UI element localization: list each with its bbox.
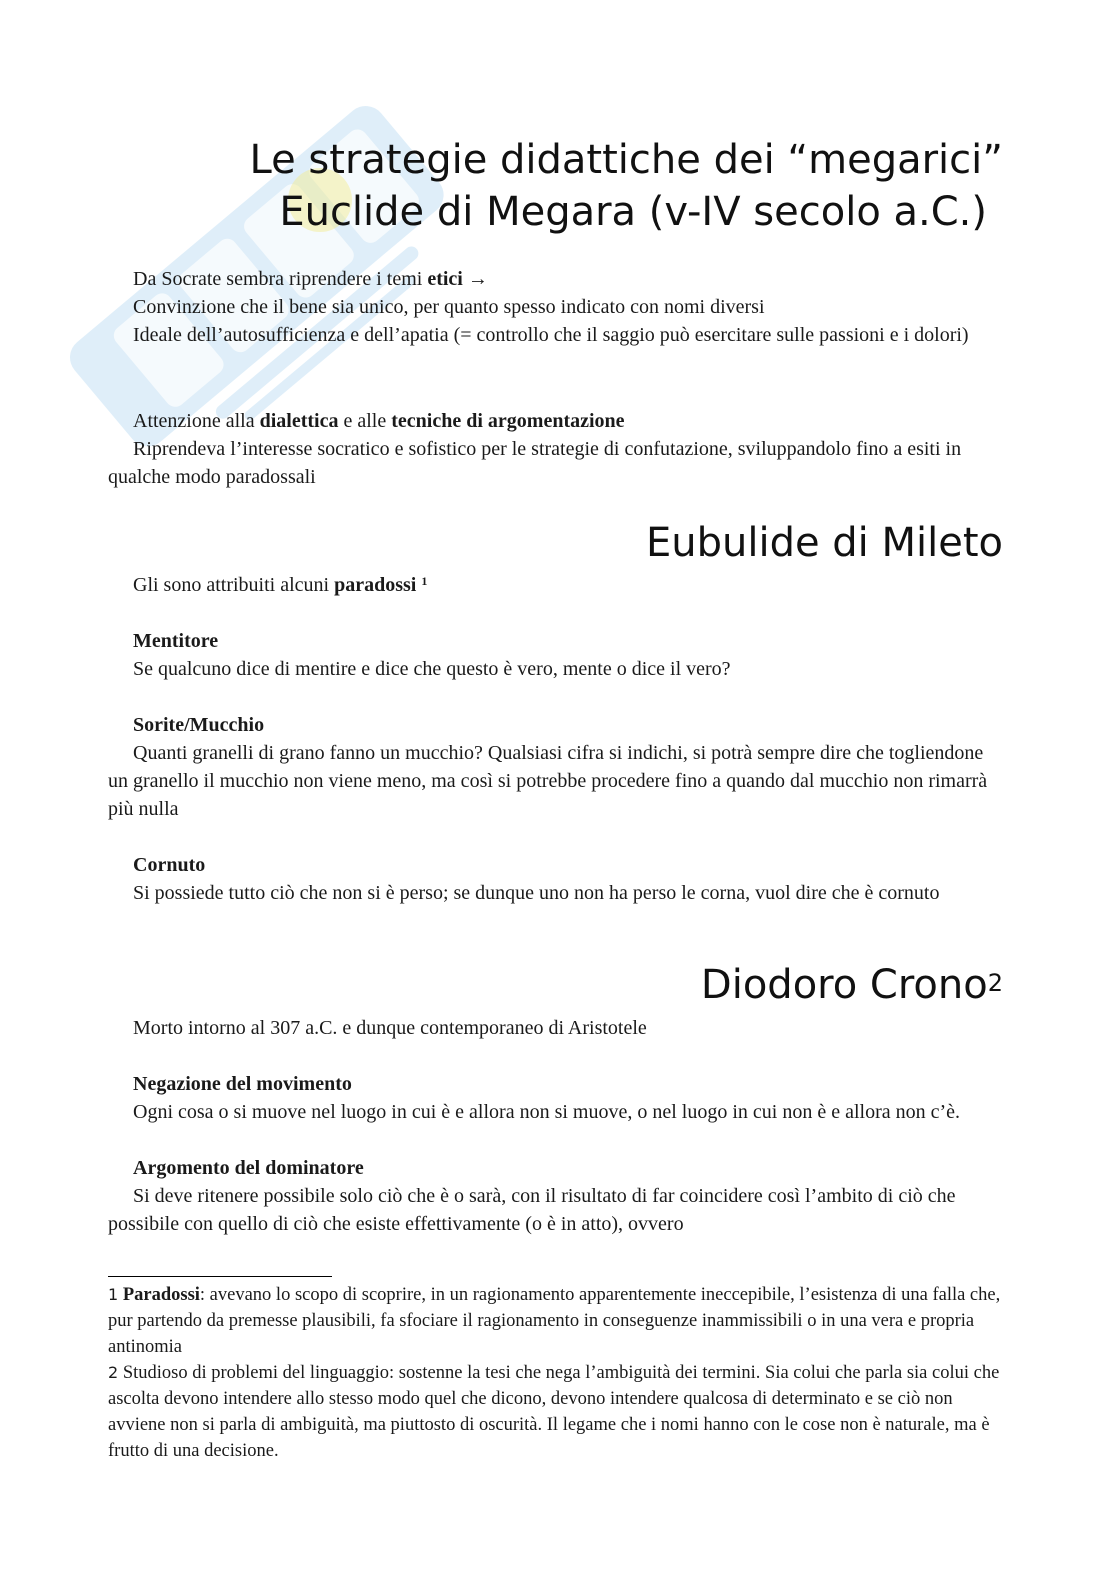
footnote-separator — [108, 1276, 332, 1277]
intro-section — [108, 265, 1003, 349]
diodoro-intro: Morto intorno al 307 a.C. e dunque contemporaneo di Aristotele — [133, 1017, 647, 1039]
dialettica-section — [108, 407, 1003, 491]
cornuto-title: Cornuto — [133, 854, 206, 876]
document-title: Le strategie didattiche dei “megarici” — [249, 137, 1003, 183]
eubulide-intro: Gli sono attribuiti alcuni paradossi $^1$ — [133, 574, 428, 596]
footnote-ref-1[interactable]: 1 — [421, 574, 428, 588]
eubulide-section — [108, 571, 1003, 907]
document-subtitle: Euclide di Megara (v-IV secolo a.C.) — [279, 189, 987, 235]
intro-paragraph-3: Ideale dell’autosufficienza e dell’apatia (= controllo che il saggio può esercitare sulle passioni e i dolori) — [133, 324, 969, 346]
dialettica-paragraph-2: Riprendeva l’interesse socratico e sofistico per le strategie di confutazione, sviluppandolo fino a esiti in qualche modo paradossali — [108, 438, 962, 488]
sorite-text: Quanti granelli di grano fanno un mucchio? Qualsiasi cifra si indichi, si potrà sempre dire che togliendone un granello il mucchio non viene meno, ma così si potrebbe procedere fino a quando dal mucchio non rimarrà più nulla — [108, 742, 988, 820]
diodoro-section — [108, 1014, 1003, 1238]
dominatore-title: Argomento del dominatore — [133, 1157, 364, 1179]
movimento-text: Ogni cosa o si muove nel luogo in cui è e allora non si muove, o nel luogo in cui non è e allora non c’è. — [133, 1101, 961, 1123]
sorite-title: Sorite/Mucchio — [133, 714, 265, 736]
heading-diodoro: Diodoro Crono$^2$ — [700, 962, 1003, 1008]
dialettica-paragraph-1: Attenzione alla dialettica e alle tecniche di argomentazione — [133, 410, 625, 432]
dominatore-text: Si deve ritenere possibile solo ciò che è o sarà, con il risultato di far coincidere così l’ambito di ciò che possibile con quello di ciò che esiste effettivamente (o è in atto), ovvero — [108, 1185, 956, 1235]
movimento-title: Negazione del movimento — [133, 1073, 352, 1095]
intro-paragraph-1: Da Socrate sembra riprendere i temi etici → — [133, 268, 488, 290]
footnote-2: 2 Studioso di problemi del linguaggio: sostenne la tesi che nega l’ambiguità dei termini. Sia colui che parla sia colui che ascolta devono intendere allo stesso modo quel che dicono, devono intendere qualcosa di determinato e se ciò non avviene non si parla di ambiguità, ma piuttosto di oscurità. Il legame che i nomi hanno con le cose non è naturale, ma è frutto di una decisione. — [108, 1363, 1000, 1461]
footnote-ref-2[interactable]: 2 — [987, 969, 1003, 997]
footnotes — [108, 1282, 1003, 1464]
cornuto-text: Si possiede tutto ciò che non si è perso; se dunque uno non ha perso le corna, vuol dire che è cornuto — [133, 882, 940, 904]
intro-paragraph-2: Convinzione che il bene sia unico, per quanto spesso indicato con nomi diversi — [133, 296, 765, 318]
footnote-1: 1 Paradossi: avevano lo scopo di scoprire, in un ragionamento apparentemente ineccepibile, l’esistenza di una falla che, pur partendo da premesse plausibili, fa sfociare il ragionamento in conseguenze inammissibili o in una vera e propria antinomia — [108, 1285, 1001, 1357]
mentitore-title: Mentitore — [133, 630, 219, 652]
heading-eubulide: Eubulide di Mileto — [645, 520, 1003, 566]
mentitore-text: Se qualcuno dice di mentire e dice che questo è vero, mente o dice il vero? — [133, 658, 731, 680]
